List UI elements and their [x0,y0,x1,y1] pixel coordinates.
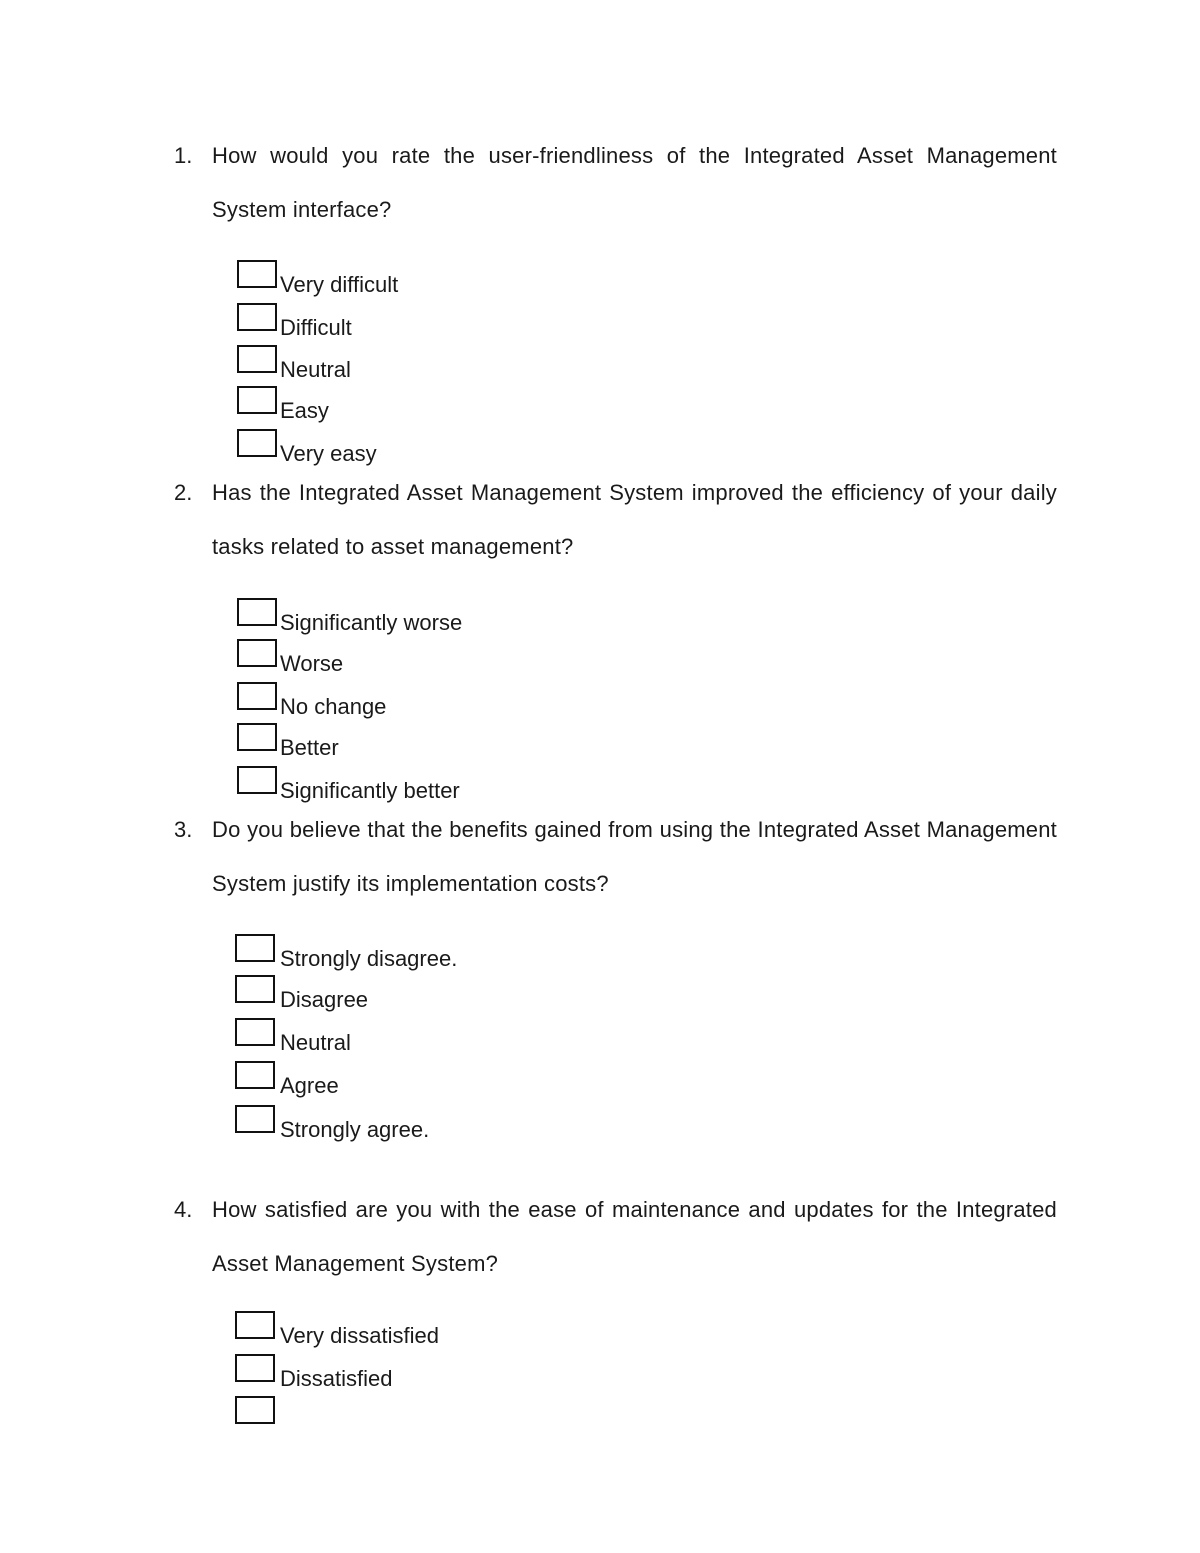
checkbox[interactable] [237,303,277,331]
checkbox[interactable] [235,1396,275,1424]
checkbox[interactable] [237,723,277,751]
question-text: Has the Integrated Asset Management System improved the efficiency of your daily tasks related to asset management? [212,480,1057,559]
option-label: Very difficult [280,272,399,297]
question-text: How would you rate the user-friendliness of the Integrated Asset Management System interface? [212,143,1057,222]
option-label: Neutral [280,1030,351,1055]
checkbox[interactable] [237,386,277,414]
option-very-easy[interactable] [237,431,377,466]
option-neutral[interactable] [237,347,351,382]
option-label: Very dissatisfied [280,1323,439,1348]
option-label: No change [280,694,387,719]
option-disagree[interactable] [235,977,369,1012]
option-agree[interactable] [235,1063,339,1098]
option-significantly-better[interactable] [237,768,460,803]
checkbox[interactable] [237,639,277,667]
option-neutral-3[interactable] [235,1020,351,1055]
checkbox[interactable] [237,598,277,626]
option-difficult[interactable] [237,305,352,340]
option-no-change[interactable] [237,684,387,719]
question-number: 1. [174,143,193,168]
option-label: Dissatisfied [280,1366,393,1391]
option-very-difficult[interactable] [237,262,399,297]
option-better[interactable] [237,725,339,760]
question-number: 4. [174,1197,193,1222]
checkbox[interactable] [237,345,277,373]
option-label: Agree [280,1073,339,1098]
question-text: How satisfied are you with the ease of maintenance and updates for the Integrated Asset Management System? [212,1197,1057,1276]
checkbox[interactable] [235,1018,275,1046]
option-label: Significantly better [280,778,460,803]
question-text: Do you believe that the benefits gained from using the Integrated Asset Management System justify its implementation costs? [212,817,1057,896]
checkbox[interactable] [235,975,275,1003]
option-dissatisfied[interactable] [235,1356,393,1391]
option-easy[interactable] [237,388,329,423]
checkbox[interactable] [235,1105,275,1133]
option-strongly-agree[interactable] [235,1107,430,1142]
option-very-dissatisfied[interactable] [235,1313,439,1348]
option-label: Easy [280,398,329,423]
option-unlabeled[interactable] [235,1398,280,1430]
option-worse[interactable] [237,641,344,676]
option-strongly-disagree[interactable] [235,936,458,971]
option-significantly-worse[interactable] [237,600,463,635]
checkbox[interactable] [235,1354,275,1382]
checkbox[interactable] [237,682,277,710]
option-label: Neutral [280,357,351,382]
checkbox[interactable] [235,1311,275,1339]
option-label: Significantly worse [280,610,463,635]
option-label: Strongly agree. [280,1117,430,1142]
option-label: Very easy [280,441,377,466]
checkbox[interactable] [235,1061,275,1089]
option-label: Difficult [280,315,352,340]
checkbox[interactable] [237,260,277,288]
option-label: Disagree [280,987,369,1012]
checkbox[interactable] [237,766,277,794]
question-number: 3. [174,817,193,842]
option-label: Strongly disagree. [280,946,458,971]
checkbox[interactable] [237,429,277,457]
checkbox[interactable] [235,934,275,962]
option-label: Better [280,735,339,760]
option-label: Worse [280,651,344,676]
question-number: 2. [174,480,193,505]
